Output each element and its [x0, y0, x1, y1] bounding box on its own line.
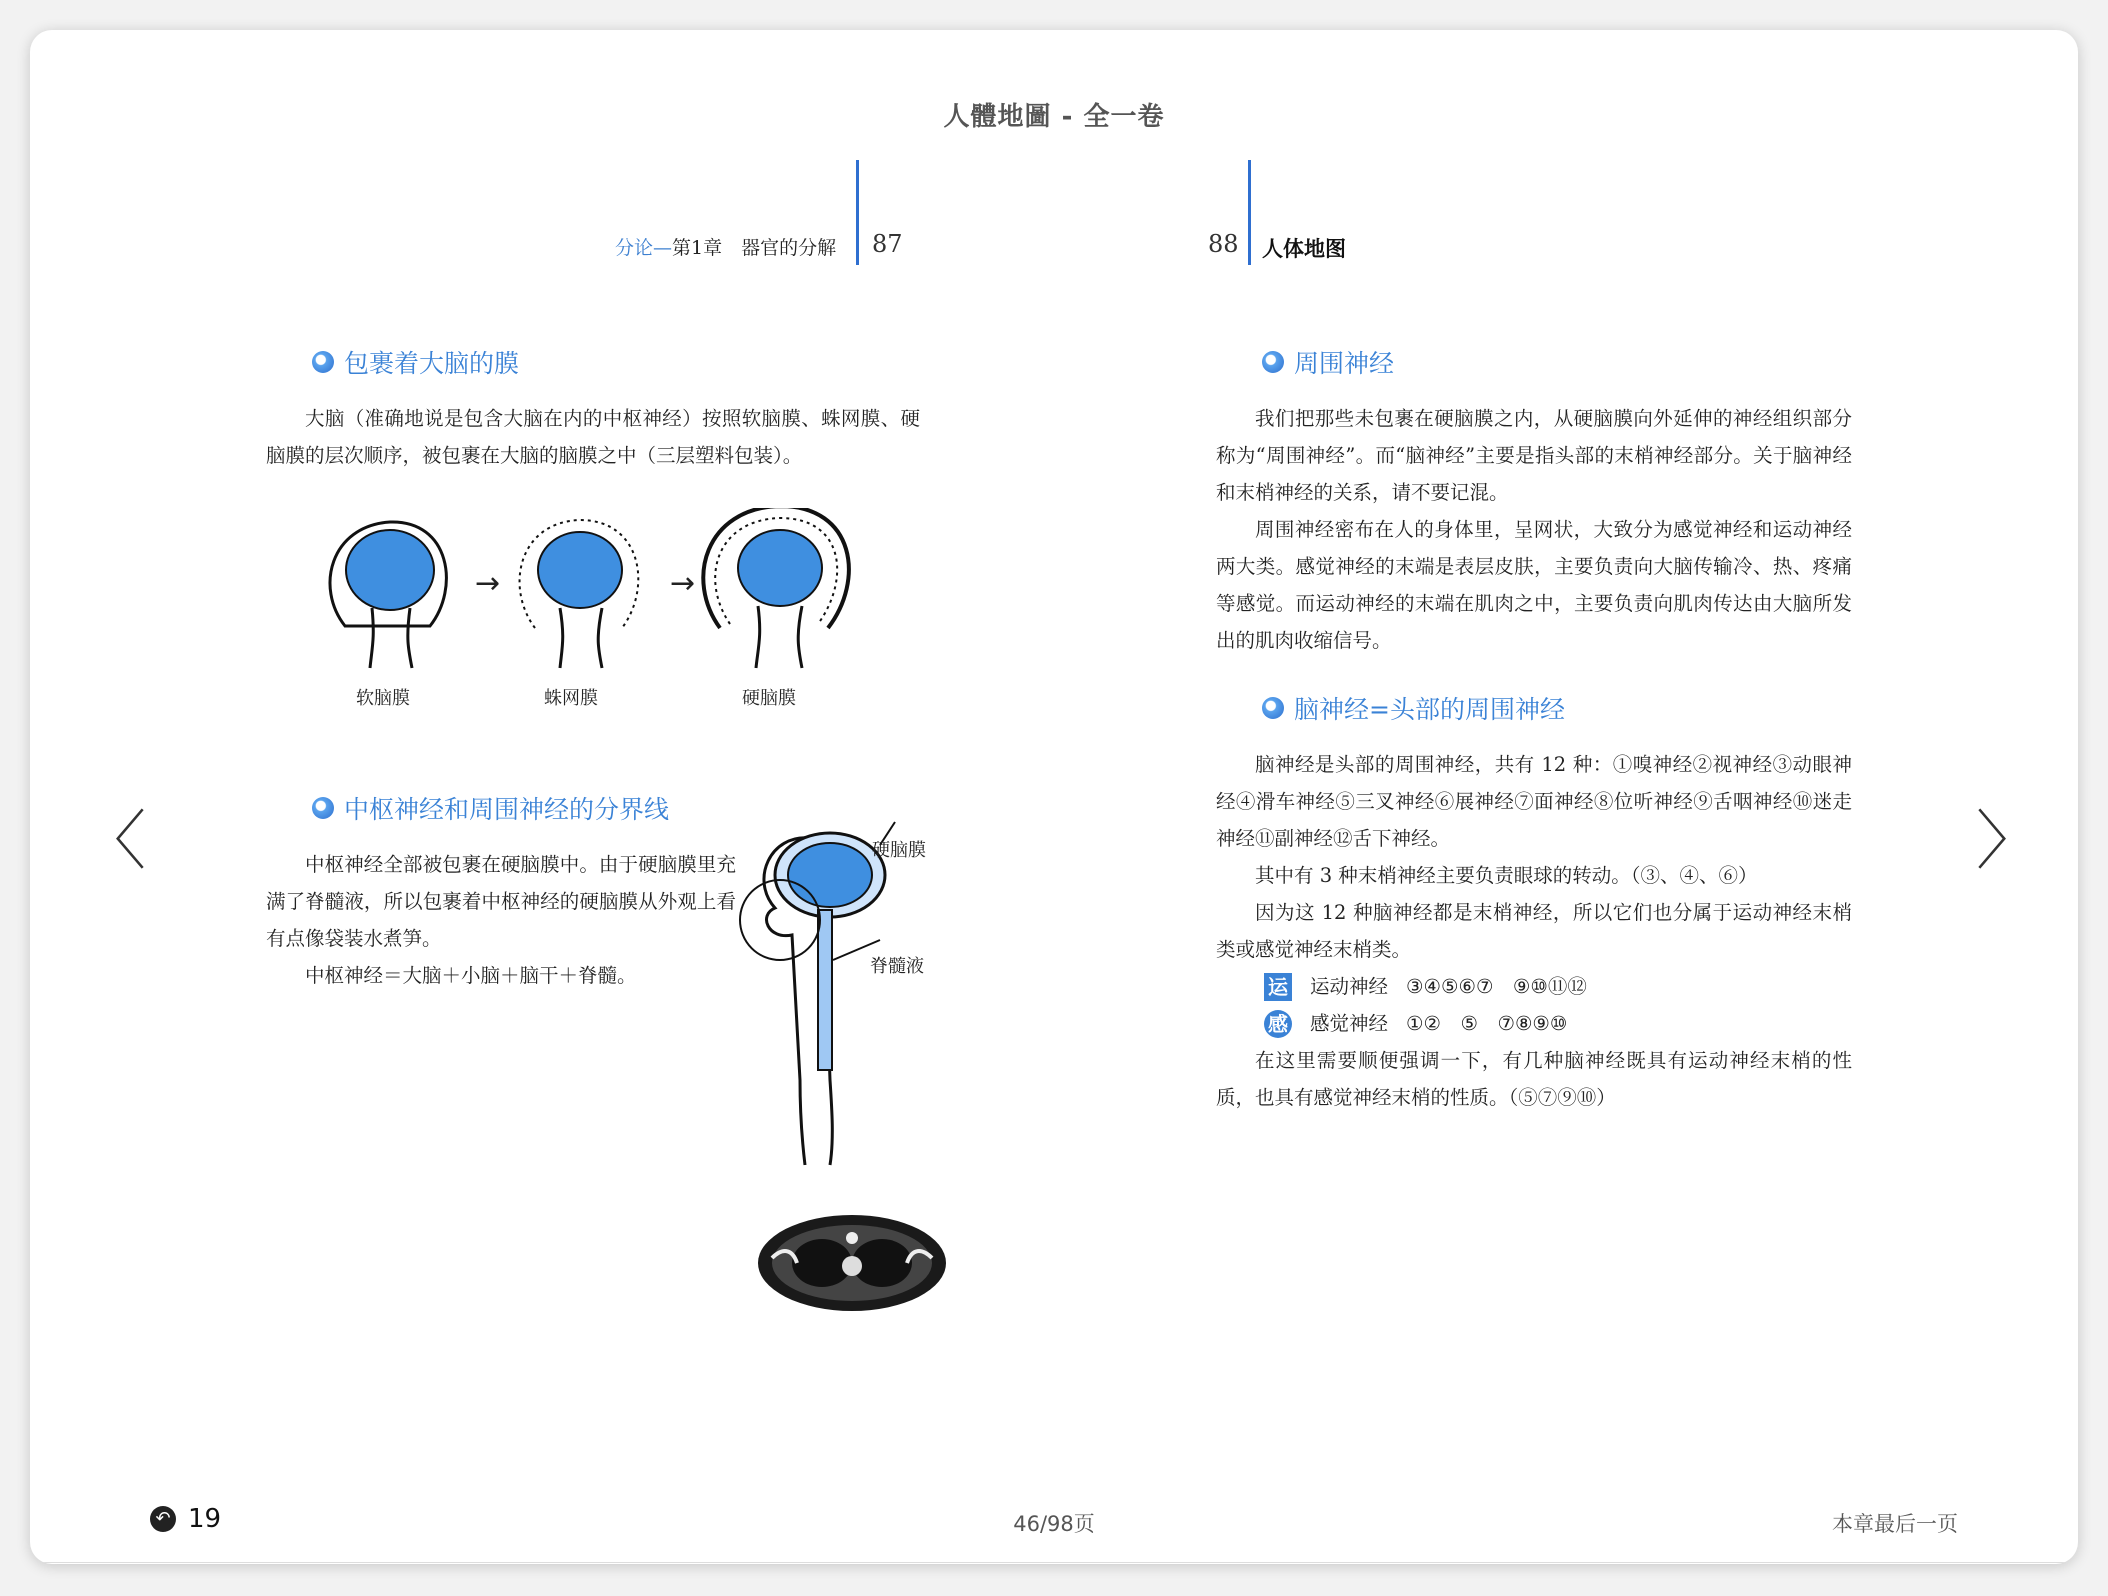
cranial-paragraphs [1216, 746, 1852, 1116]
paragraph: 脑神经是头部的周围神经，共有 12 种：①嗅神经②视神经③动眼神经④滑车神经⑤三叉神经⑥展神经⑦面神经⑧位听神经⑨舌咽神经⑩迷走神经⑪副神经⑫舌下神经。 [1216, 753, 1852, 850]
bullet-icon [1262, 697, 1284, 719]
brain-pia-illustration [330, 522, 446, 668]
prev-page-button[interactable]: 〈 [82, 805, 146, 879]
back-count: 19 [188, 1504, 222, 1534]
sensory-nerve-row [1264, 1005, 1852, 1042]
section-heading-boundary [312, 790, 669, 826]
caption-dura: 硬脑膜 [742, 688, 796, 709]
left-running-head [615, 233, 836, 260]
cns-figure [730, 820, 950, 1180]
section-heading-text: 周围神经 [1294, 349, 1395, 378]
paragraph: 我们把那些未包裹在硬脑膜之内，从硬脑膜向外延伸的神经组织部分称为“周围神经”。而“脑神经”主要是指头部的末梢神经部分。关于脑神经和末梢神经的关系，请不要记混。 [1216, 407, 1852, 504]
window-title: 人體地圖 - 全一卷 [943, 102, 1165, 132]
bullet-icon [1262, 351, 1284, 373]
section-heading-text: 脑神经=头部的周围神经 [1294, 695, 1565, 724]
paragraph: 中枢神经全部被包裹在硬脑膜中。由于硬脑膜里充满了脊髓液，所以包裹着中枢神经的硬脑膜从外观上看有点像袋装水煮笋。 [266, 853, 736, 950]
paragraph: 在这里需要顺便强调一下，有几种脑神经既具有运动神经末梢的性质，也具有感觉神经末梢的性质。（⑤⑦⑨⑩） [1216, 1049, 1852, 1109]
sensory-numbers: ①② ⑤ ⑦⑧⑨⑩ [1406, 1012, 1568, 1035]
arrow-2: → [670, 566, 696, 601]
caption-arachnoid: 蛛网膜 [544, 688, 598, 709]
paragraph: 中枢神经＝大脑＋小脑＋脑干＋脊髓。 [305, 964, 637, 987]
caption-pia: 软脑膜 [356, 688, 410, 709]
sensory-tag-icon: 感 [1264, 1010, 1292, 1038]
page-indicator: 46/98页 [1013, 1512, 1095, 1536]
back-arrow-icon: ↶ [150, 1506, 176, 1532]
left-header-rule [856, 160, 859, 265]
section-heading-text: 中枢神经和周围神经的分界线 [344, 795, 670, 824]
label-csf: 脊髓液 [870, 956, 924, 977]
paragraph: 周围神经密布在人的身体里，呈网状，大致分为感觉神经和运动神经两大类。感觉神经的末端是表层皮肤，主要负责向大脑传输冷、热、疼痛等感觉。而运动神经的末端在肌肉之中，主要负责向肌肉传达由大脑所发出的肌肉收缩信号。 [1216, 518, 1852, 652]
motor-nerve-row [1264, 968, 1852, 1005]
paragraph: 大脑（准确地说是包含大脑在内的中枢神经）按照软脑膜、蛛网膜、硬脑膜的层次顺序，被包裹在大脑的脑膜之中（三层塑料包装）。 [266, 407, 920, 467]
section-heading-text: 包裹着大脑的膜 [344, 349, 520, 378]
right-running-head: 人体地图 [1262, 237, 1346, 261]
label-dura: 硬脑膜 [872, 840, 926, 861]
reader-window [30, 30, 2078, 1564]
section-heading-meninges [312, 344, 519, 380]
paragraph: 其中有 3 种末梢神经主要负责眼球的转动。（③、④、⑥） [1255, 864, 1758, 887]
peripheral-paragraphs [1216, 400, 1852, 659]
chapter-status: 本章最后一页 [1832, 1512, 1958, 1536]
brain-dura-illustration [703, 508, 849, 668]
arrow-1: → [475, 566, 501, 601]
next-page-button[interactable]: 〉 [1976, 805, 2040, 879]
right-header-rule [1248, 160, 1251, 265]
brain-arachnoid-illustration [520, 520, 639, 668]
bullet-icon [312, 797, 334, 819]
paragraph: 因为这 12 种脑神经都是末梢神经，所以它们也分属于运动神经末梢类或感觉神经末梢类。 [1216, 901, 1852, 961]
left-page-number: 87 [872, 230, 903, 258]
running-head-chapter: 第1章 器官的分解 [672, 237, 837, 259]
section-heading-cranial [1262, 690, 1565, 726]
ct-scan-image [752, 1208, 952, 1318]
boundary-paragraphs [266, 846, 736, 994]
meninges-figure [320, 508, 880, 678]
motor-label: 运动神经 [1310, 975, 1389, 998]
footer-divider [30, 1562, 2078, 1563]
section-heading-peripheral [1262, 344, 1394, 380]
motor-tag-icon: 运 [1264, 973, 1292, 1001]
motor-numbers: ③④⑤⑥⑦ ⑨⑩⑪⑫ [1406, 975, 1587, 998]
sensory-label: 感觉神经 [1310, 1012, 1389, 1035]
bullet-icon [312, 351, 334, 373]
right-page-number: 88 [1208, 230, 1239, 258]
meninges-paragraph [266, 400, 920, 474]
running-head-part: 分论— [615, 237, 673, 259]
